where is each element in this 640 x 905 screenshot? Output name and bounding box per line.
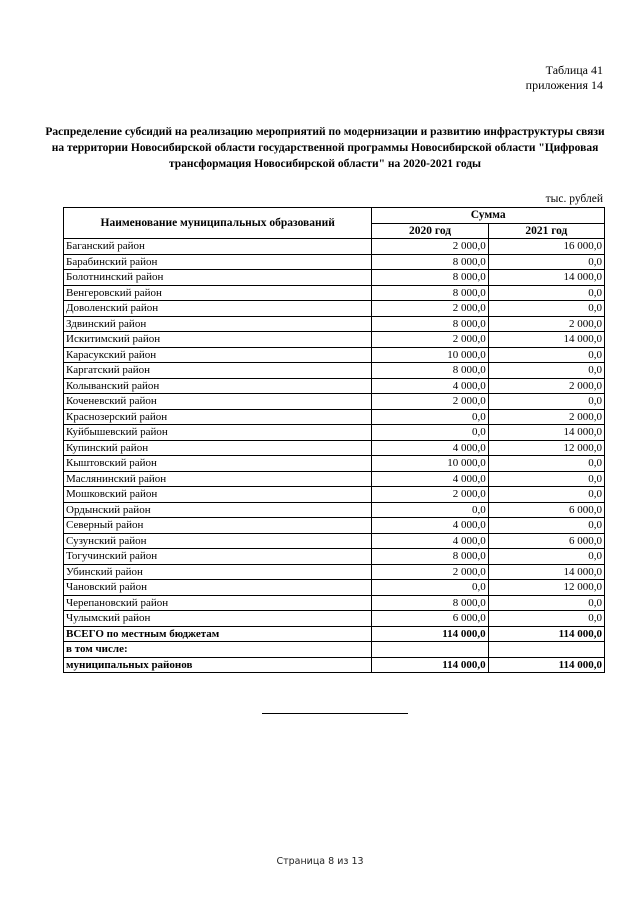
value-2021: 14 000,0 xyxy=(488,425,604,441)
value-2021: 2 000,0 xyxy=(488,409,604,425)
value-2021: 0,0 xyxy=(488,471,604,487)
table-body xyxy=(64,239,605,627)
district-name: Баганский район xyxy=(64,239,372,255)
value-2020: 8 000,0 xyxy=(372,316,488,332)
appendix-label: приложения 14 xyxy=(525,78,603,92)
value-2021: 0,0 xyxy=(488,363,604,379)
table-row xyxy=(64,549,605,565)
district-name: Венгеровский район xyxy=(64,285,372,301)
district-name: Болотнинский район xyxy=(64,270,372,286)
value-2020: 8 000,0 xyxy=(372,270,488,286)
including-label: в том числе: xyxy=(64,642,372,658)
total-name: ВСЕГО по местным бюджетам xyxy=(64,626,372,642)
value-2020: 0,0 xyxy=(372,580,488,596)
district-name: Коченевский район xyxy=(64,394,372,410)
district-name: Купинский район xyxy=(64,440,372,456)
value-2021: 14 000,0 xyxy=(488,332,604,348)
district-name: Доволенский район xyxy=(64,301,372,317)
district-name: Каргатский район xyxy=(64,363,372,379)
district-name: Колыванский район xyxy=(64,378,372,394)
value-2021: 6 000,0 xyxy=(488,502,604,518)
value-2020: 2 000,0 xyxy=(372,487,488,503)
district-name: Чулымский район xyxy=(64,611,372,627)
value-2021: 0,0 xyxy=(488,595,604,611)
table-row xyxy=(64,347,605,363)
value-2021: 0,0 xyxy=(488,285,604,301)
value-2020: 4 000,0 xyxy=(372,518,488,534)
column-header-2021: 2021 год xyxy=(488,223,604,239)
document-title: Распределение субсидий на реализацию мероприятий по модернизации и развитию инфраструктуры связи на территории Новосибирской области государственной программы Новосибирской области "Цифровая трансформация Новосибирской области" на 2020-2021 годы xyxy=(45,126,605,170)
table-row xyxy=(64,487,605,503)
value-2020: 8 000,0 xyxy=(372,549,488,565)
table-row xyxy=(64,564,605,580)
district-name: Убинский район xyxy=(64,564,372,580)
value-2021: 0,0 xyxy=(488,301,604,317)
table-row xyxy=(64,316,605,332)
table-row xyxy=(64,332,605,348)
value-2021: 0,0 xyxy=(488,549,604,565)
value-2020: 8 000,0 xyxy=(372,285,488,301)
municipal-2020: 114 000,0 xyxy=(372,657,488,673)
value-2021: 0,0 xyxy=(488,394,604,410)
value-2021: 0,0 xyxy=(488,611,604,627)
municipal-row xyxy=(64,657,605,673)
district-name: Черепановский район xyxy=(64,595,372,611)
municipal-name: муниципальных районов xyxy=(64,657,372,673)
value-2021: 0,0 xyxy=(488,347,604,363)
table-row xyxy=(64,378,605,394)
district-name: Кыштовский район xyxy=(64,456,372,472)
column-header-name: Наименование муниципальных образований xyxy=(64,208,372,239)
district-name: Мошковский район xyxy=(64,487,372,503)
table-row xyxy=(64,363,605,379)
table-row xyxy=(64,518,605,534)
district-name: Искитимский район xyxy=(64,332,372,348)
district-name: Карасукский район xyxy=(64,347,372,363)
value-2020: 4 000,0 xyxy=(372,378,488,394)
value-2020: 0,0 xyxy=(372,425,488,441)
table-row xyxy=(64,580,605,596)
units-label: тыс. рублей xyxy=(545,193,603,205)
municipal-2021: 114 000,0 xyxy=(488,657,604,673)
table-row xyxy=(64,285,605,301)
value-2021: 12 000,0 xyxy=(488,440,604,456)
table-row xyxy=(64,254,605,270)
value-2020: 4 000,0 xyxy=(372,533,488,549)
table-row xyxy=(64,301,605,317)
empty-cell xyxy=(488,642,604,658)
value-2021: 12 000,0 xyxy=(488,580,604,596)
value-2020: 8 000,0 xyxy=(372,254,488,270)
total-row xyxy=(64,626,605,642)
value-2020: 2 000,0 xyxy=(372,394,488,410)
total-2021: 114 000,0 xyxy=(488,626,604,642)
value-2020: 2 000,0 xyxy=(372,564,488,580)
district-name: Сузунский район xyxy=(64,533,372,549)
district-name: Тогучинский район xyxy=(64,549,372,565)
page-footer: Страница 8 из 13 xyxy=(276,856,364,867)
empty-cell xyxy=(372,642,488,658)
table-row xyxy=(64,456,605,472)
value-2020: 8 000,0 xyxy=(372,363,488,379)
value-2020: 8 000,0 xyxy=(372,595,488,611)
table-row xyxy=(64,394,605,410)
district-name: Ордынский район xyxy=(64,502,372,518)
including-row xyxy=(64,642,605,658)
table-row xyxy=(64,595,605,611)
table-row xyxy=(64,502,605,518)
district-name: Барабинский район xyxy=(64,254,372,270)
value-2021: 0,0 xyxy=(488,456,604,472)
value-2021: 16 000,0 xyxy=(488,239,604,255)
district-name: Северный район xyxy=(64,518,372,534)
table-row xyxy=(64,239,605,255)
value-2021: 2 000,0 xyxy=(488,316,604,332)
value-2021: 0,0 xyxy=(488,518,604,534)
table-row xyxy=(64,440,605,456)
value-2021: 2 000,0 xyxy=(488,378,604,394)
value-2020: 4 000,0 xyxy=(372,440,488,456)
table-row xyxy=(64,270,605,286)
value-2020: 2 000,0 xyxy=(372,332,488,348)
district-name: Куйбышевский район xyxy=(64,425,372,441)
value-2020: 4 000,0 xyxy=(372,471,488,487)
value-2021: 6 000,0 xyxy=(488,533,604,549)
table-row xyxy=(64,425,605,441)
table-row xyxy=(64,471,605,487)
value-2020: 0,0 xyxy=(372,409,488,425)
value-2021: 14 000,0 xyxy=(488,270,604,286)
table-row xyxy=(64,533,605,549)
table-number-label: Таблица 41 xyxy=(545,63,603,77)
value-2020: 6 000,0 xyxy=(372,611,488,627)
value-2021: 14 000,0 xyxy=(488,564,604,580)
column-header-2020: 2020 год xyxy=(372,223,488,239)
value-2020: 10 000,0 xyxy=(372,347,488,363)
value-2020: 2 000,0 xyxy=(372,301,488,317)
column-header-sum: Сумма xyxy=(372,208,605,224)
value-2021: 0,0 xyxy=(488,254,604,270)
total-2020: 114 000,0 xyxy=(372,626,488,642)
value-2020: 0,0 xyxy=(372,502,488,518)
value-2021: 0,0 xyxy=(488,487,604,503)
value-2020: 10 000,0 xyxy=(372,456,488,472)
district-name: Краснозерский район xyxy=(64,409,372,425)
subsidies-table xyxy=(63,207,605,673)
table-row xyxy=(64,409,605,425)
district-name: Чановский район xyxy=(64,580,372,596)
separator-line xyxy=(262,713,408,714)
district-name: Маслянинский район xyxy=(64,471,372,487)
table-row xyxy=(64,611,605,627)
district-name: Здвинский район xyxy=(64,316,372,332)
value-2020: 2 000,0 xyxy=(372,239,488,255)
